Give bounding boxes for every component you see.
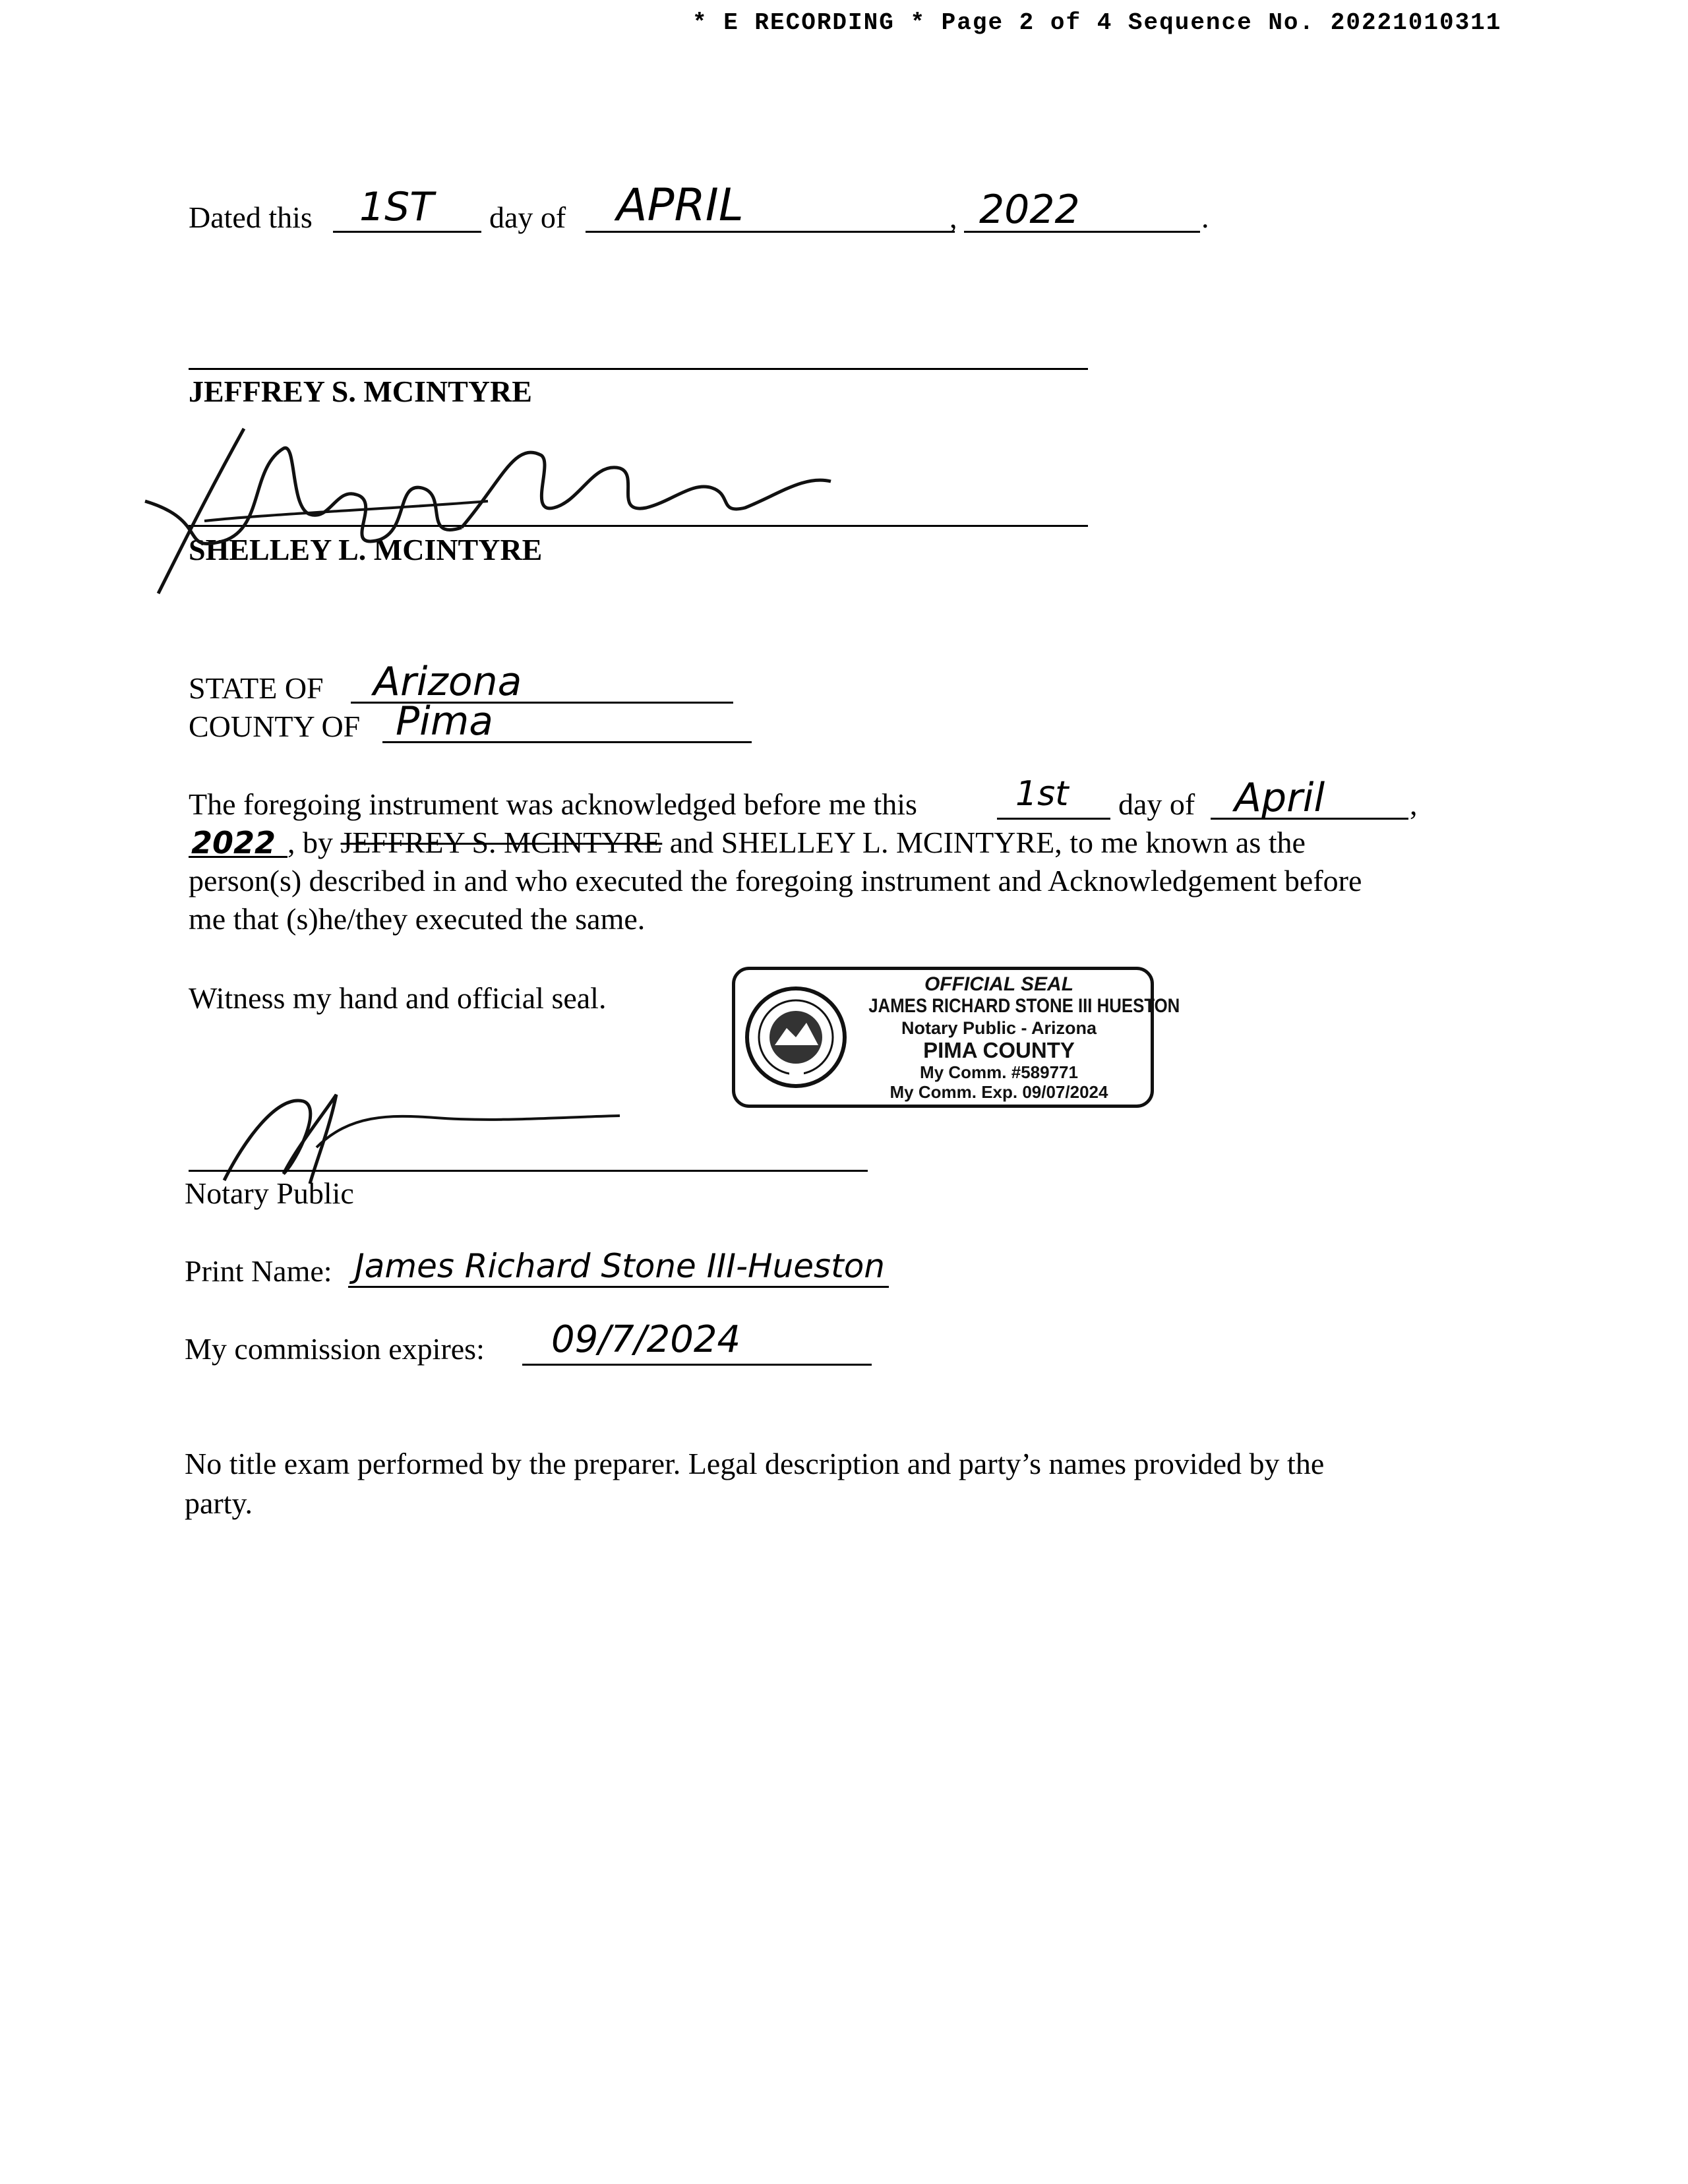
seal-county: PIMA COUNTY [923,1038,1075,1062]
ack-line-2 [287,823,1306,862]
signer-1-name: JEFFREY S. MCINTYRE [189,375,532,408]
ack-comma: , [1410,787,1418,821]
dated-prefix: Dated this [189,200,313,234]
notary-signature-line [189,1170,868,1172]
seal-name: JAMES RICHARD STONE III HUESTON [868,995,1180,1017]
dated-comma: , [950,200,957,234]
footer-note-line-2: party. [185,1486,253,1520]
print-name-underline [348,1286,889,1288]
print-name-value: James Richard Stone III-Hueston [355,1247,885,1285]
ack-line-2-rest: and SHELLEY L. MCINTYRE, to me known as the [669,826,1306,859]
ack-line-4: me that (s)he/they executed the same. [189,902,646,936]
witness-text: Witness my hand and official seal. [189,981,607,1015]
official-seal-stamp [732,967,1180,1108]
seal-text-block [847,973,1180,1102]
dated-day-label: day of [489,200,566,234]
state-value: Arizona [373,659,522,705]
ack-day-value: 1st [1015,774,1069,814]
ack-day-label: day of [1118,787,1195,821]
state-label: STATE OF [189,671,324,705]
ack-struck-name: JEFFREY S. MCINTYRE [340,826,663,859]
footer-note-line-1: No title exam performed by the preparer. Legal description and party’s names provided by the [185,1447,1325,1480]
ack-year-value: 2022 [191,825,276,861]
seal-role: Notary Public - Arizona [901,1018,1097,1038]
county-label: COUNTY OF [189,710,361,743]
ack-day-underline [997,818,1110,820]
recording-header: * E RECORDING * Page 2 of 4 Sequence No. 20221010311 [692,9,1502,36]
print-name-label: Print Name: [185,1254,332,1288]
state-seal-icon [743,985,849,1090]
expires-label: My commission expires: [185,1332,485,1366]
dated-year-value: 2022 [979,187,1080,233]
seal-comm-number: My Comm. #589771 [920,1062,1078,1082]
dated-month-value: APRIL [617,179,744,231]
ack-by: , by [287,826,333,859]
expires-value: 09/7/2024 [551,1318,741,1361]
signature-line-1 [189,368,1088,370]
signer-2-signature [132,409,857,607]
signer-2-name: SHELLEY L. MCINTYRE [189,533,543,566]
notary-signature [218,1088,640,1187]
seal-comm-exp: My Comm. Exp. 09/07/2024 [889,1082,1108,1102]
dated-day-underline [333,231,481,233]
expires-underline [522,1364,872,1366]
notary-label: Notary Public [185,1176,354,1210]
seal-title: OFFICIAL SEAL [924,973,1074,995]
county-value: Pima [396,698,494,744]
ack-line-1-prefix: The foregoing instrument was acknowledged before me this [189,787,917,821]
ack-line-3: person(s) described in and who executed the foregoing instrument and Acknowledgement before [189,864,1362,897]
signer-2-signature-text: Shelley L. McIntyre [501,464,752,495]
dated-day-value: 1ST [359,184,434,230]
dated-end: . [1201,200,1209,234]
ack-month-value: April [1234,775,1325,821]
